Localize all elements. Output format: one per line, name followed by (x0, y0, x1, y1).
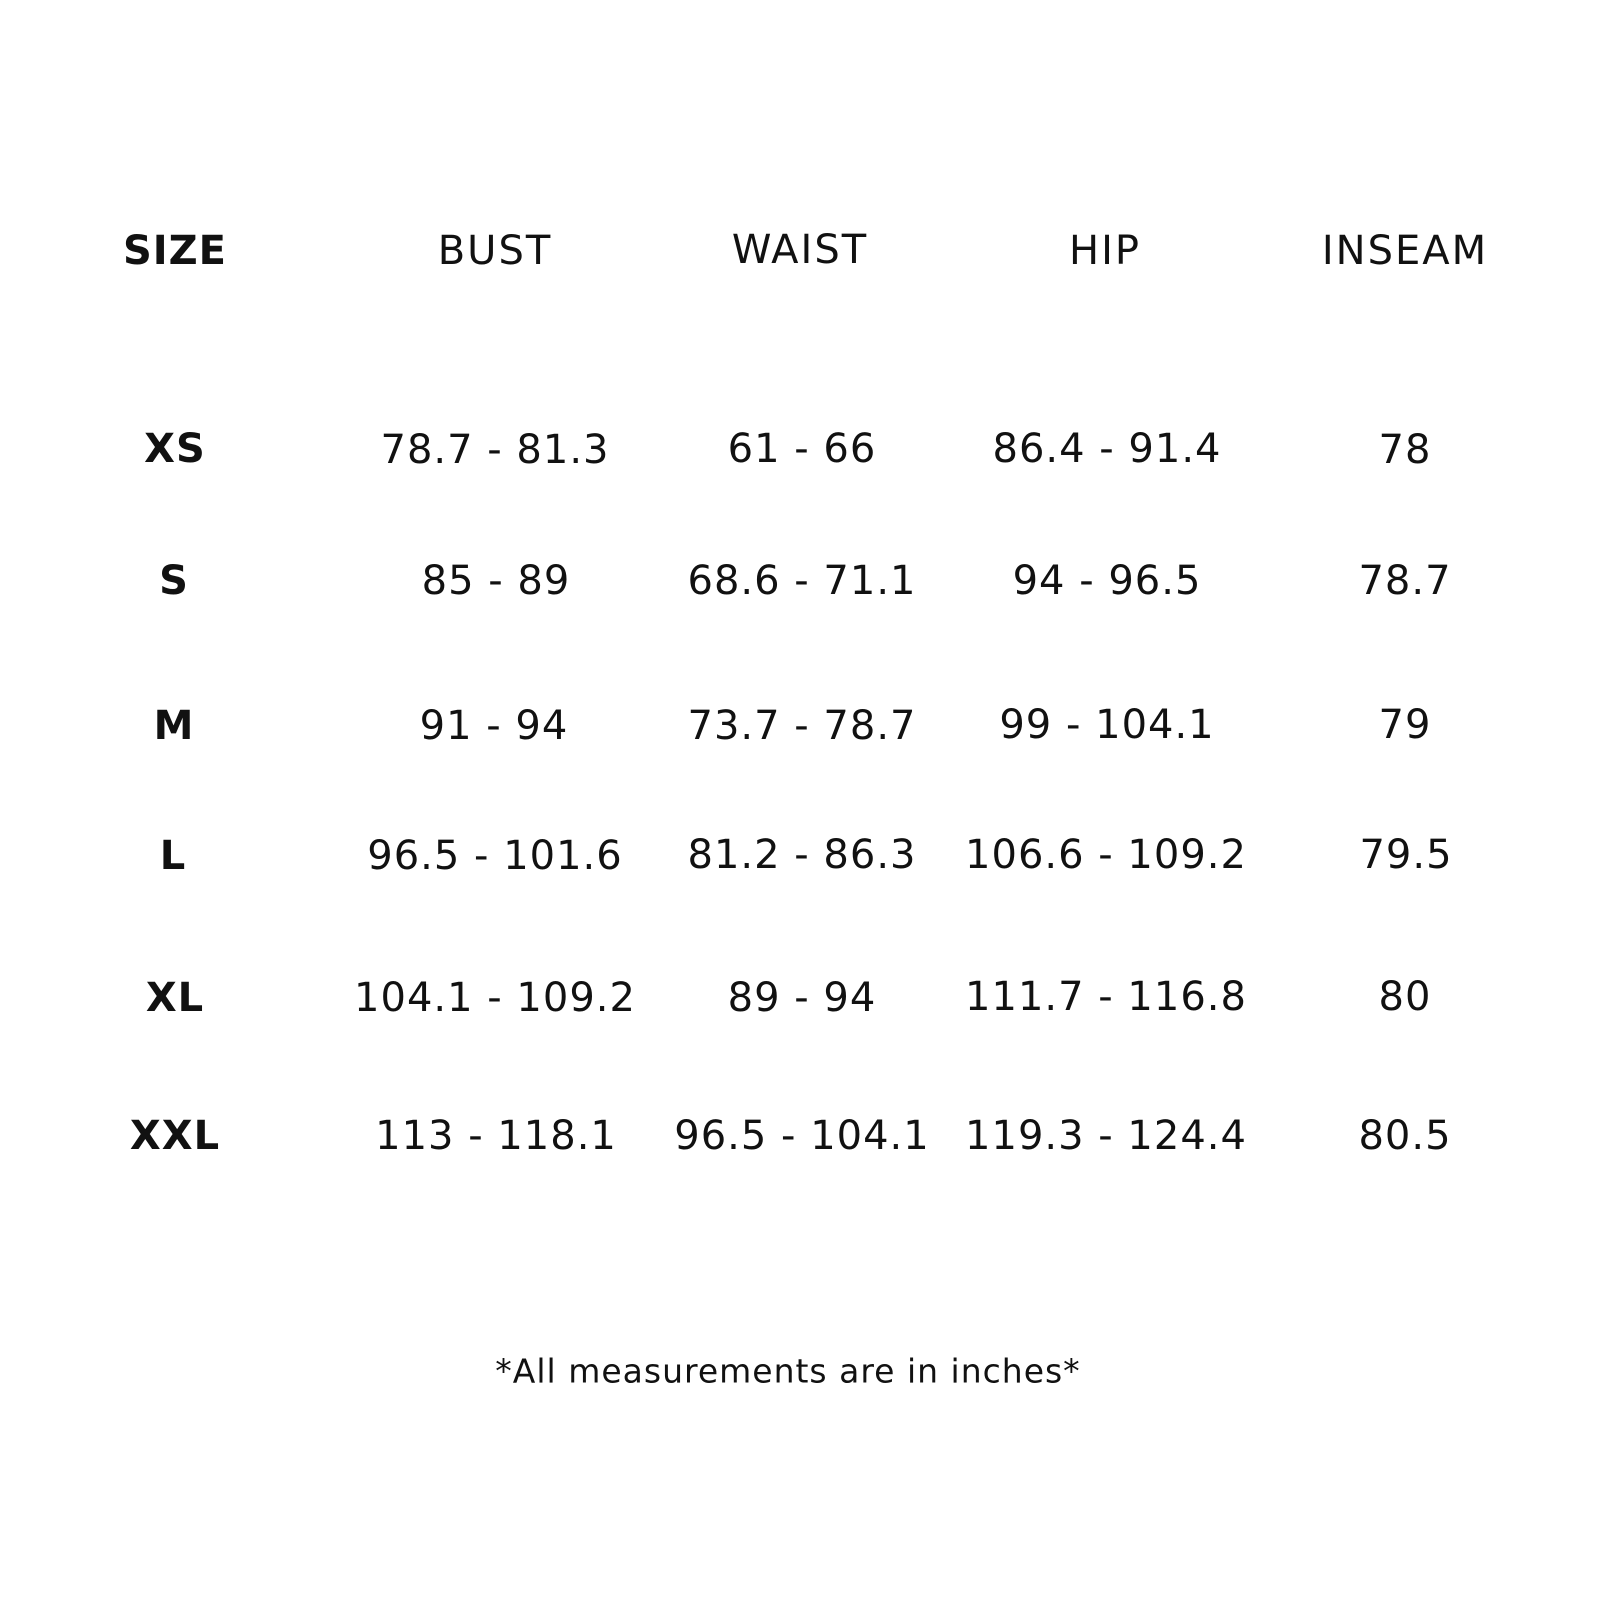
header-bust: BUST (437, 228, 553, 274)
row-xs-inseam: 78 (1378, 427, 1432, 473)
row-xl-waist: 89 - 94 (727, 975, 877, 1021)
row-l-waist: 81.2 - 86.3 (687, 832, 917, 878)
row-xl-inseam: 80 (1378, 974, 1432, 1020)
row-xl-bust: 104.1 - 109.2 (354, 975, 636, 1021)
row-s-waist: 68.6 - 71.1 (687, 558, 917, 604)
row-l-inseam: 79.5 (1359, 832, 1453, 878)
row-m-bust: 91 - 94 (419, 703, 569, 749)
row-l-bust: 96.5 - 101.6 (367, 833, 623, 879)
row-m-inseam: 79 (1378, 702, 1432, 748)
row-xxl-inseam: 80.5 (1358, 1113, 1452, 1159)
row-xxl-waist: 96.5 - 104.1 (674, 1113, 930, 1159)
row-s-bust: 85 - 89 (421, 558, 571, 604)
row-xl-hip: 111.7 - 116.8 (965, 974, 1247, 1020)
row-s-inseam: 78.7 (1358, 558, 1452, 604)
row-m-hip: 99 - 104.1 (999, 702, 1215, 748)
row-l-size: L (159, 833, 187, 879)
row-s-hip: 94 - 96.5 (1012, 558, 1202, 604)
measurement-footnote: *All measurements are in inches* (495, 1351, 1081, 1391)
header-inseam: INSEAM (1321, 228, 1489, 274)
header-hip: HIP (1069, 228, 1141, 274)
header-waist: WAIST (731, 227, 869, 273)
row-xl-size: XL (145, 975, 205, 1021)
header-size: SIZE (122, 228, 228, 274)
row-xxl-hip: 119.3 - 124.4 (965, 1113, 1247, 1159)
row-xs-size: XS (144, 426, 206, 472)
row-l-hip: 106.6 - 109.2 (965, 832, 1247, 878)
row-xs-bust: 78.7 - 81.3 (380, 427, 610, 473)
row-m-waist: 73.7 - 78.7 (687, 703, 917, 749)
row-xxl-bust: 113 - 118.1 (375, 1113, 617, 1159)
row-xs-waist: 61 - 66 (727, 426, 877, 472)
row-xxl-size: XXL (129, 1113, 221, 1159)
row-m-size: M (153, 703, 195, 749)
row-xs-hip: 86.4 - 91.4 (992, 426, 1222, 472)
row-s-size: S (159, 558, 189, 604)
